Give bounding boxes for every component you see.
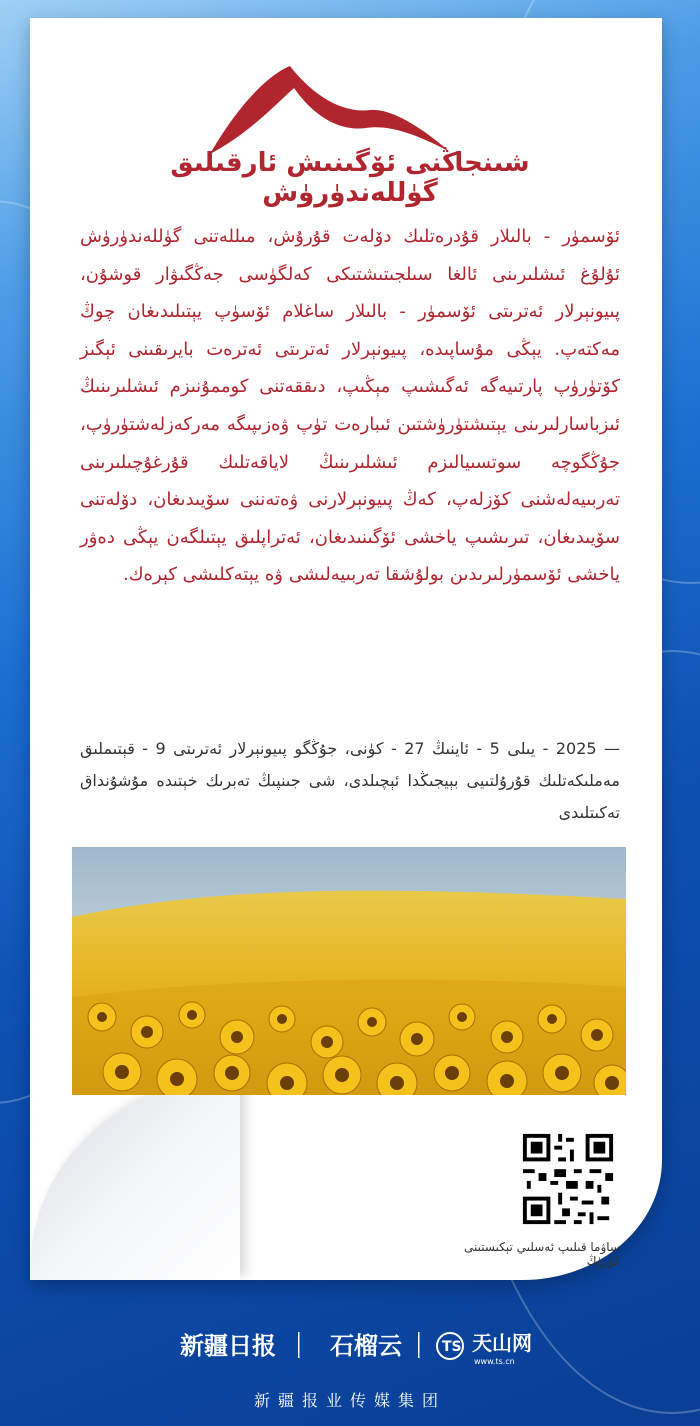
qr-caption: ساۋما قىلىپ ئەسلىي تېكىستىنى كۆرۈڭ bbox=[464, 1240, 620, 1268]
page-title: شىنجاڭنى ئۆگىنىش ئارقىلىق گۈللەندۈرۈش bbox=[170, 148, 530, 208]
xinjiang-daily-logo: 新疆日报 bbox=[180, 1331, 276, 1360]
qr-code[interactable] bbox=[519, 1130, 617, 1228]
article-body: ئۆسمۈر - بالىلار قۇدرەتلىك دۆلەت قۇرۇش، مىللەتنى گۈللەندۈرۈش ئۇلۇغ ئىشلىرىنى ئالغا سىلجىتىشتىكى كەلگۈسى جەڭگىۋار قوشۇن، پىيونېرلار ئەترىتى ئۆسمۈر - بالىلار ساغلام ئۆسۈپ يېتىلىدىغان چوڭ مەكتەپ. يېڭى مۇساپىدە، پىيونېرلار ئەترىتى ئەترەت بايرىقىنى ئېگىز كۆتۈرۈپ پارتىيەگە ئەگىشىپ مېڭىپ، دىققەتنى كوممۇنىزم ئىشلىرىنىڭ ئىزباسارلىرىنى يېتىشتۈرۈشتىن ئىبارەت تۈپ ۋەزىپىگە مەركەزلەشتۈرۈپ، جۇڭگوچە سوتسىيالىزم ئىشلىرىنىڭ لاياقەتلىك قۇرغۇچىلىرىنى تەربىيەلەشنى كۆزلەپ، كەڭ پىيونېرلارنى ۋەتەننى سۆيىدىغان، دۆلەتنى سۆيىدىغان، تىرىشىپ ياخشى ئۆگىنىدىغان، ئەتراپلىق يېتىلگەن يېڭى دەۋر ياخشى ئۆسمۈرلىرىدىن بولۇشقا تەربىيەلىشى ۋە يېتەكلىشى كېرەك. bbox=[80, 226, 620, 586]
ts-news-icon-letter: TS bbox=[442, 1339, 462, 1355]
logo-divider bbox=[298, 1332, 300, 1358]
logo-divider bbox=[418, 1332, 420, 1358]
ts-news-logo: 天山网 bbox=[472, 1331, 532, 1355]
organization-name: 新疆报业传媒集团 bbox=[253, 1391, 446, 1410]
sunflower-field-photo bbox=[72, 847, 626, 1095]
article-source: — 2025 - يىلى 5 - ئاينىڭ 27 - كۈنى، جۇڭگو پىيونېرلار ئەترىتى 9 - قېتىملىق مەملىكەتلىك قۇرۇلتىيى بېيجىڭدا ئېچىلدى، شى جىنپىڭ تەبرىك خېتىدە مۇشۇنداق تەكىتلىدى bbox=[80, 739, 621, 822]
shiliuyun-logo: 石榴云 bbox=[330, 1331, 402, 1360]
footer-logos bbox=[0, 1320, 700, 1370]
ts-news-url: www.ts.cn bbox=[474, 1357, 515, 1366]
mountain-icon bbox=[170, 62, 450, 158]
